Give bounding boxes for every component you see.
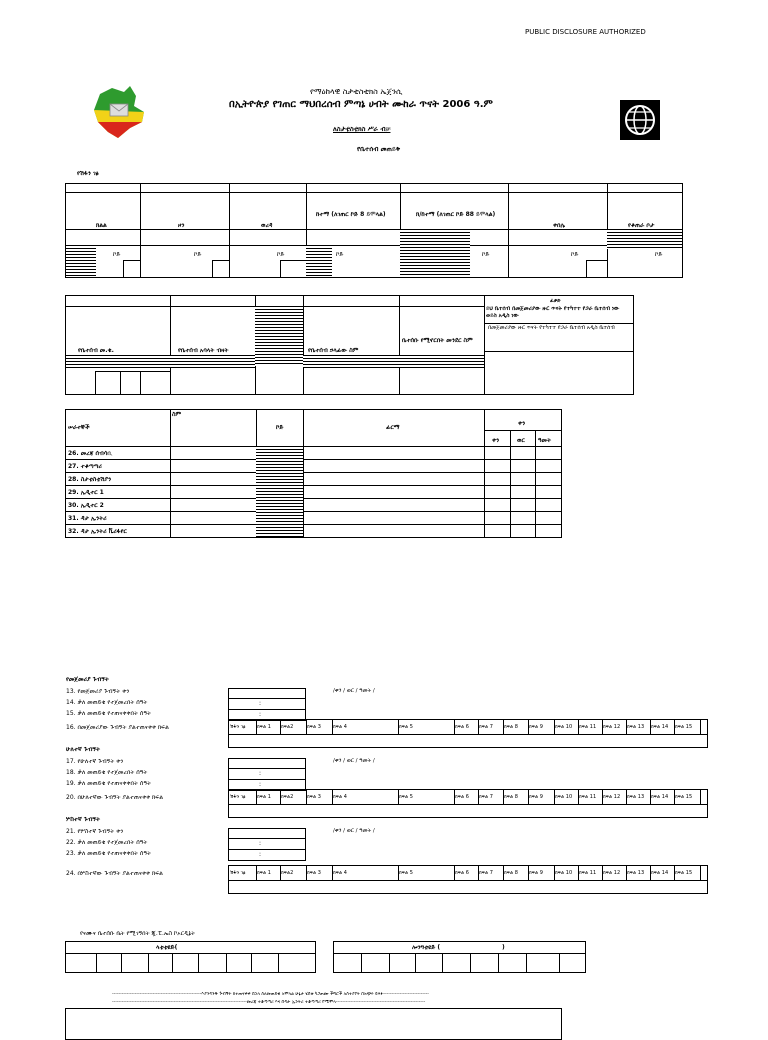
section-label: ክፍል 14 — [651, 870, 669, 876]
permit-label: ፈቃድ — [550, 298, 561, 304]
section-label: ክፍል 9 — [529, 794, 543, 800]
staff-row: 32. ዳታ ኢንትሪ ቬሪፋየር — [68, 528, 127, 535]
visit-title: የመጀመሪያ ጉብኝት — [66, 676, 109, 683]
code-label: ኮድ — [113, 251, 121, 258]
section-label: ክፍል 5 — [399, 794, 413, 800]
code-box[interactable] — [586, 260, 608, 277]
code-label: ኮድ — [655, 251, 663, 258]
form-name: የቤተሰብ መጠይቅ — [357, 145, 401, 153]
section-label: ክፍል 3 — [307, 724, 321, 730]
staff-row: 28. ስታቲስቲሽያን — [68, 476, 112, 483]
household-number-box[interactable] — [66, 355, 170, 368]
section-label: ሽፋን ገፅ — [230, 724, 246, 730]
visit-end-input[interactable]: : — [228, 779, 306, 791]
section-label: ክፍል 6 — [455, 724, 469, 730]
section-label: ክፍል 13 — [627, 870, 645, 876]
code-box[interactable] — [212, 260, 230, 277]
section-label: ክፍል 11 — [579, 724, 597, 730]
section-label: ክፍል 6 — [455, 870, 469, 876]
village-name-label: ቤተሰቡ የሚኖርበት መንደር ስም — [402, 337, 473, 344]
visit-date-label: 13. የመጀመሪያ ጉብኝት ቀን — [66, 688, 130, 695]
household-table — [65, 295, 634, 395]
visit-end-label: 15. ቃለ መጠይቁ የተጠናቀቀበት ሰዓት — [66, 710, 152, 717]
staff-code-boxes[interactable] — [256, 446, 303, 537]
section-label: ክፍል 12 — [603, 724, 621, 730]
code-label: ኮድ — [482, 251, 490, 258]
col-region: ክልል — [96, 222, 107, 229]
section-label: ክፍል 5 — [399, 724, 413, 730]
survey-title: በኢትዮጵያ የገጠር ማህበረሰብ ምጣኔ ሀብት ሙከራ ጥናት 2006 ዓ.ም — [229, 99, 493, 110]
household-head-label: የቤተሰብ ኃላፊው ስም — [308, 347, 359, 354]
visit-incomplete-label: 24. በሦስተኛው ጉብኝት ያልተጠናቀቀ ክፍል — [66, 870, 163, 877]
visit-date-label: 21. የሦስተኛ ጉብኝት ቀን — [66, 828, 124, 835]
staff-name-header: ስም — [172, 411, 182, 418]
footer-instruction: -------------------------------------------------------እያንዳንዱ ጉብኝት ከተጠናቀቀ በኋላ ስለመጠይቁ አሞላል ሁኔታ ሂደቱ ካጋጠሙ ችግሮች አስተያየት በአጭሩ ይጻፉ---------------------------- — [112, 992, 429, 997]
visit-start-label: 18. ቃለ መጠይቁ የተጀመረበት ሰዓት — [66, 769, 148, 776]
staff-table — [65, 409, 562, 538]
longitude-box[interactable] — [333, 941, 586, 973]
col-woreda: ወረዳ — [261, 222, 273, 229]
visit-end-label: 23. ቃለ መጠይቁ የተጠናቀቀበት ሰዓት — [66, 850, 152, 857]
longitude-label: ሎንግቲዩድ ( — [412, 944, 441, 951]
section-label: ክፍል 3 — [307, 794, 321, 800]
sections-grid[interactable] — [228, 789, 708, 818]
code-label: ኮድ — [277, 251, 285, 258]
code-label: ኮድ — [194, 251, 202, 258]
section-label: ክፍል 9 — [529, 870, 543, 876]
household-type-question: ይህ ቤተሰብ በመጀመሪያው ዙር ጥናት የተካተተ የጋራ ቤተሰብ ነው ወይስ አዲስ ነው — [486, 306, 620, 319]
visit-start-input[interactable]: : — [228, 768, 306, 780]
staff-role-header: ሠራተኞች — [68, 424, 90, 431]
staff-signature-header: ፊርማ — [386, 424, 400, 431]
col-town: ከተማ (ለገጠር ኮድ 8 ይሞላል) — [316, 211, 386, 218]
col-zone: ዞን — [178, 222, 185, 229]
staff-code-header: ኮድ — [276, 424, 284, 431]
latitude-box[interactable] — [65, 941, 316, 973]
head-name-box[interactable] — [303, 355, 484, 368]
household-size-label: የቤተሰብ አባላት ብዛት — [178, 347, 229, 354]
footer-instruction-2: -----------------------------------------------------------------------------------መረጃ ተቆጣጣሪ እና በዳታ ኢንትሪ ተቆጣጣሪ የሚሞላ------------------------------------------------------- — [112, 1000, 426, 1005]
date-year: ዓመት — [538, 437, 552, 444]
section-label: ክፍል2 — [281, 794, 294, 800]
household-number-box[interactable] — [95, 371, 171, 395]
section-label: ክፍል 5 — [399, 870, 413, 876]
section-label: ክፍል 12 — [603, 794, 621, 800]
section-label: ክፍል 8 — [504, 794, 518, 800]
date-format: /ቀን / ወር / ዓመት / — [333, 688, 375, 694]
section-label: ክፍል 15 — [675, 870, 693, 876]
section-label: ክፍል 13 — [627, 794, 645, 800]
visit-start-label: 14. ቃለ መጠይቁ የተጀመረበት ሰዓት — [66, 699, 148, 706]
agency-name: የማዕከላዊ ስታቲስቲክስ ኤጀንሲ — [310, 87, 403, 96]
col-subcity: ክ/ከተማ (ለገጠር ኮድ 88 ይሞላል) — [416, 211, 496, 218]
disclosure-label: PUBLIC DISCLOSURE AUTHORIZED — [525, 28, 646, 36]
staff-row: 27. ተቆጣጣሪ — [68, 463, 102, 470]
section-label: ክፍል 1 — [257, 724, 271, 730]
section-label: ክፍል 11 — [579, 794, 597, 800]
section-label: ክፍል 14 — [651, 794, 669, 800]
cover-label: የሽፋን ገፅ — [77, 170, 99, 177]
visit-end-label: 19. ቃለ መጠይቁ የተጠናቀቀበት ሰዓት — [66, 780, 152, 787]
section-label: ክፍል2 — [281, 724, 294, 730]
ethiopia-map-logo — [90, 82, 152, 144]
section-label: ክፍል 10 — [555, 794, 573, 800]
staff-row: 31. ዳታ ኢንትሪ — [68, 515, 107, 522]
section-label: ሽፋን ገፅ — [230, 870, 246, 876]
visit-start-input[interactable]: : — [228, 838, 306, 850]
code-box[interactable] — [400, 229, 470, 277]
code-label: ኮድ — [571, 251, 579, 258]
visit-end-input[interactable]: : — [228, 849, 306, 861]
code-box[interactable] — [280, 260, 307, 277]
section-label: ክፍል 3 — [307, 870, 321, 876]
code-box[interactable] — [66, 245, 96, 277]
section-label: ክፍል 8 — [504, 724, 518, 730]
household-size-box[interactable] — [255, 306, 303, 366]
visit-title: ሁለተኛ ጉብኝት — [66, 746, 101, 753]
visit-incomplete-label: 20. በሁለተኛው ጉብኝት ያልተጠናቀቀ ክፍል — [66, 794, 164, 801]
section-label: ክፍል 7 — [479, 794, 493, 800]
staff-row: 26. መረጃ ሰብሳቢ — [68, 450, 113, 457]
visit-start-label: 22. ቃለ መጠይቁ የተጀመረበት ሰዓት — [66, 839, 148, 846]
section-label: ክፍል 4 — [333, 870, 347, 876]
staff-row: 30. ኢዲተር 2 — [68, 502, 104, 509]
date-format: /ቀን / ወር / ዓመት / — [333, 828, 375, 834]
world-bank-logo — [620, 100, 660, 140]
visit-date-label: 17. የሁለተኛ ጉብኝት ቀን — [66, 758, 124, 765]
section-label: ሽፋን ገፅ — [230, 794, 246, 800]
sections-grid[interactable] — [228, 865, 708, 894]
col-ea: የቆጠራ ቦታ — [628, 222, 655, 229]
visit-start-input[interactable]: : — [228, 698, 306, 710]
code-box[interactable] — [306, 245, 332, 277]
cover-table — [65, 183, 683, 278]
section-label: ክፍል 12 — [603, 870, 621, 876]
code-box[interactable] — [123, 260, 141, 277]
section-label: ክፍል 15 — [675, 794, 693, 800]
section-label: ክፍል 13 — [627, 724, 645, 730]
section-label: ክፍል 1 — [257, 870, 271, 876]
section-label: ክፍል2 — [281, 870, 294, 876]
sections-grid[interactable] — [228, 719, 708, 748]
comments-box[interactable] — [65, 1008, 562, 1040]
staff-row: 29. ኢዲተር 1 — [68, 489, 104, 496]
section-label: ክፍል 1 — [257, 794, 271, 800]
date-month: ወር — [517, 437, 525, 444]
date-day: ቀን — [492, 437, 500, 444]
section-label: ክፍል 11 — [579, 870, 597, 876]
visit-incomplete-label: 16. በመጀመሪያው ጉብኝት ያልተጠናቀቀ ክፍል — [66, 724, 169, 731]
longitude-close: ) — [502, 944, 505, 951]
household-type-options: በመጀመሪያው ዙር ጥናት የተካተተ የጋራ ቤተሰብ አዲስ ቤተሰብ — [488, 325, 615, 331]
section-label: ክፍል 10 — [555, 724, 573, 730]
section-label: ክፍል 8 — [504, 870, 518, 876]
section-label: ክፍል 9 — [529, 724, 543, 730]
statistics-only: ለስታቲስቲክስ ሥራ ብቻ — [333, 125, 391, 133]
visit-end-input[interactable]: : — [228, 709, 306, 721]
section-label: ክፍል 4 — [333, 724, 347, 730]
household-size-box[interactable] — [170, 355, 255, 368]
section-label: ክፍል 6 — [455, 794, 469, 800]
section-label: ክፍል 14 — [651, 724, 669, 730]
section-label: ክፍል 15 — [675, 724, 693, 730]
section-label: ክፍል 7 — [479, 870, 493, 876]
date-format: /ቀን / ወር / ዓመት / — [333, 758, 375, 764]
section-label: ክፍል 4 — [333, 794, 347, 800]
visit-title: ሦስተኛ ጉብኝት — [66, 816, 101, 823]
staff-date-header: ቀን — [518, 420, 526, 427]
section-label: ክፍል 10 — [555, 870, 573, 876]
latitude-label: ላቲቲዩድ( — [156, 944, 178, 951]
code-box[interactable] — [607, 229, 682, 249]
gps-title: የናሙና ቤተሰቡ ቤት የሚገኝበት ጂ.ፒ.ኤስ ኮኦርዲኔት — [80, 930, 196, 937]
household-number-label: የቤተሰብ መ.ቁ. — [78, 347, 114, 354]
col-kebele: ቀበሌ — [553, 222, 565, 229]
code-label: ኮድ — [336, 251, 344, 258]
section-label: ክፍል 7 — [479, 724, 493, 730]
